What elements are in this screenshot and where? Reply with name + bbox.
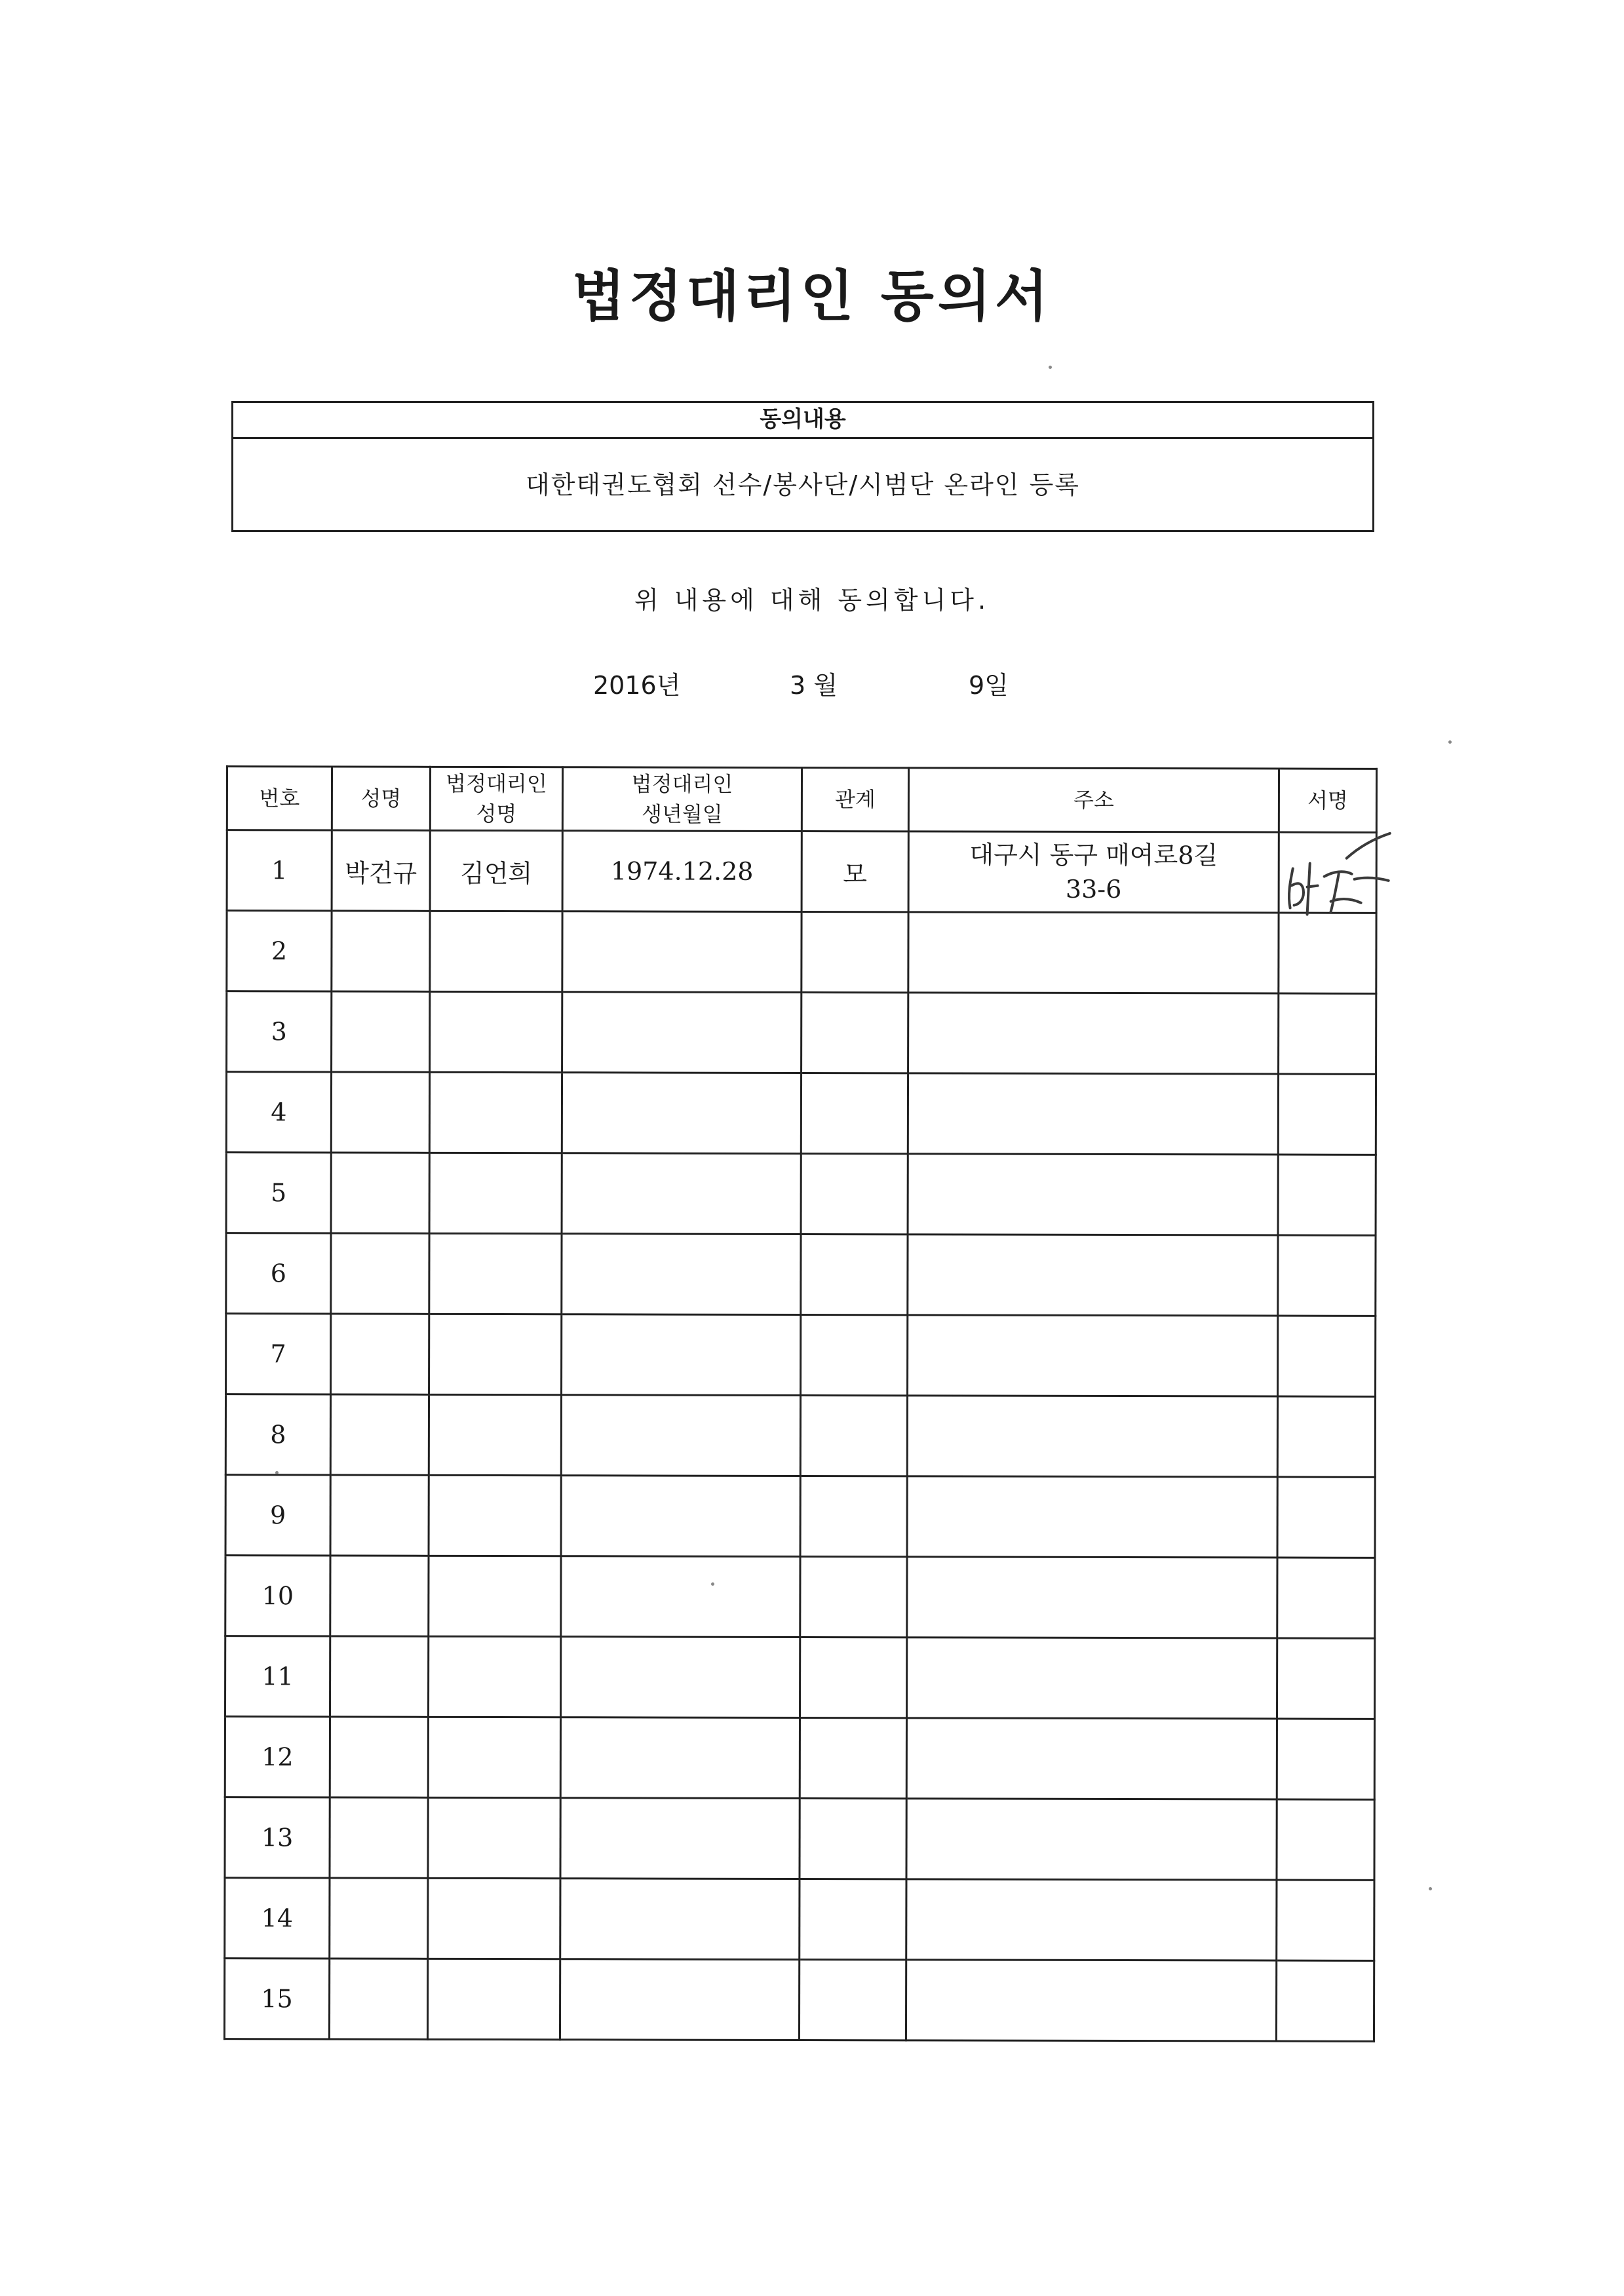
header-name: 성명 xyxy=(332,767,430,830)
cell-guardian-birth xyxy=(562,1314,801,1396)
cell-relation xyxy=(802,912,908,993)
cell-address xyxy=(906,1879,1277,1961)
cell-address xyxy=(908,1234,1278,1316)
consent-date xyxy=(0,665,1624,698)
cell-guardian-birth xyxy=(562,911,802,993)
address-line-1 xyxy=(908,1677,1276,1678)
header-signature: 서명 xyxy=(1279,769,1376,832)
cell-guardian-name xyxy=(429,1394,561,1475)
scan-speck xyxy=(275,1471,279,1474)
cell-guardian-name xyxy=(427,1959,560,2039)
header-address: 주소 xyxy=(908,768,1279,832)
agreement-statement: 위 내용에 대해 동의합니다. xyxy=(634,586,990,615)
cell-signature xyxy=(1277,1558,1375,1638)
cell-address xyxy=(908,1154,1278,1235)
cell-relation xyxy=(800,1637,906,1717)
cell-name xyxy=(330,1394,429,1475)
consent-box xyxy=(231,401,1374,532)
cell-guardian-birth xyxy=(561,1476,800,1557)
cell-address xyxy=(907,1396,1277,1477)
cell-signature xyxy=(1277,1880,1374,1961)
cell-name xyxy=(330,1797,428,1878)
cell-guardian-birth xyxy=(561,1556,800,1637)
cell-guardian-name xyxy=(429,1556,561,1636)
cell-name xyxy=(331,1314,429,1394)
guardian-consent-table xyxy=(223,765,1378,2042)
cell-signature xyxy=(1278,1074,1376,1155)
cell-relation xyxy=(801,1234,908,1315)
consent-body: 대한태권도협회 선수/봉사단/시범단 온라인 등록 xyxy=(525,470,1080,499)
cell-no: 7 xyxy=(226,1314,331,1394)
cell-signature xyxy=(1277,1799,1374,1880)
cell-guardian-name xyxy=(428,1797,560,1878)
date-day: 9일 xyxy=(969,671,1009,700)
cell-guardian-birth xyxy=(560,1879,800,1960)
address-line-1 xyxy=(909,1194,1277,1195)
cell-name: 박건규 xyxy=(332,830,430,911)
header-guardian-name-line2: 성명 xyxy=(476,801,517,827)
cell-guardian-birth xyxy=(562,992,802,1073)
cell-relation xyxy=(802,993,908,1073)
header-guardian-name xyxy=(430,767,562,830)
address-line-1 xyxy=(909,1113,1277,1114)
cell-signature xyxy=(1279,913,1376,993)
cell-guardian-birth xyxy=(560,1959,799,2040)
address-line-2 xyxy=(908,1597,1276,1598)
cell-name xyxy=(329,1959,427,2039)
cell-signature xyxy=(1276,1961,1374,2041)
address-line-1 xyxy=(908,1516,1277,1517)
cell-no: 1 xyxy=(227,830,332,911)
cell-no: 8 xyxy=(225,1394,330,1475)
header-guardian-birth-line1: 법정대리인 xyxy=(631,771,733,797)
table-row xyxy=(225,1636,1374,1719)
table-header-row xyxy=(227,767,1376,833)
handwritten-signature xyxy=(1268,821,1399,919)
address-line-1: 대구시 동구 매여로8길 xyxy=(969,840,1218,870)
cell-signature xyxy=(1279,993,1376,1074)
cell-address xyxy=(906,1637,1277,1719)
cell-guardian-name xyxy=(430,911,562,991)
cell-signature xyxy=(1278,1155,1376,1235)
cell-name xyxy=(331,1233,429,1314)
consent-header: 동의내용 xyxy=(233,403,1372,439)
cell-signature xyxy=(1278,1235,1376,1316)
cell-address xyxy=(908,832,1279,913)
cell-relation xyxy=(800,1556,907,1637)
cell-guardian-name xyxy=(429,1153,562,1233)
scan-speck xyxy=(711,1582,714,1586)
cell-name xyxy=(330,1636,428,1717)
cell-no: 14 xyxy=(225,1878,330,1959)
table-row xyxy=(225,1797,1374,1881)
address-line-2 xyxy=(908,1274,1277,1275)
cell-guardian-name xyxy=(430,991,562,1072)
address-line-1 xyxy=(907,1919,1275,1920)
cell-address xyxy=(907,1476,1277,1558)
header-relation: 관계 xyxy=(802,768,908,832)
cell-guardian-name xyxy=(429,1072,562,1153)
cell-guardian-birth xyxy=(561,1395,800,1476)
cell-guardian-birth xyxy=(562,1234,801,1315)
address-line-2 xyxy=(907,1919,1275,1920)
cell-guardian-birth xyxy=(562,1153,801,1234)
cell-no: 13 xyxy=(225,1797,330,1878)
table-row xyxy=(225,1394,1375,1478)
table-row xyxy=(226,1072,1376,1155)
address-line-1 xyxy=(909,952,1277,953)
cell-name xyxy=(330,1556,429,1636)
table-row xyxy=(227,991,1376,1075)
cell-address xyxy=(906,1799,1277,1880)
cell-guardian-name xyxy=(429,1475,561,1556)
cell-relation xyxy=(800,1879,906,1959)
cell-guardian-name xyxy=(428,1717,560,1797)
cell-guardian-birth xyxy=(560,1717,800,1799)
scan-speck xyxy=(1448,740,1452,744)
cell-name xyxy=(332,991,430,1072)
table-row xyxy=(225,1556,1375,1639)
cell-no: 12 xyxy=(225,1717,330,1797)
address-line-2 xyxy=(909,1194,1277,1195)
cell-relation xyxy=(800,1476,907,1556)
cell-guardian-name: 김언희 xyxy=(430,830,562,911)
cell-relation xyxy=(799,1959,906,2040)
cell-relation xyxy=(800,1717,906,1798)
cell-signature xyxy=(1278,1316,1376,1396)
cell-name xyxy=(332,911,430,991)
scan-speck xyxy=(1049,366,1052,369)
document-title: 법정대리인 동의서 xyxy=(571,264,1053,328)
cell-relation xyxy=(800,1798,906,1879)
address-line-2 xyxy=(908,1677,1276,1678)
cell-no: 10 xyxy=(225,1556,330,1636)
address-line-1 xyxy=(908,1355,1277,1356)
header-guardian-name-line1: 법정대리인 xyxy=(446,771,547,797)
cell-relation xyxy=(801,1154,908,1234)
cell-no: 4 xyxy=(226,1072,331,1153)
cell-no: 11 xyxy=(225,1636,330,1717)
cell-relation: 모 xyxy=(802,832,908,912)
cell-signature xyxy=(1277,1477,1375,1558)
cell-address xyxy=(908,912,1279,993)
table-row xyxy=(226,1314,1376,1397)
cell-signature xyxy=(1277,1638,1374,1719)
cell-address xyxy=(906,1718,1277,1799)
address-line-1 xyxy=(908,1274,1277,1275)
cell-guardian-name xyxy=(428,1878,560,1959)
cell-name xyxy=(331,1153,429,1233)
cell-address xyxy=(907,1557,1277,1638)
scan-speck xyxy=(1429,1887,1432,1890)
address-line-2 xyxy=(908,1355,1277,1356)
header-no: 번호 xyxy=(227,767,332,830)
table-row xyxy=(226,1153,1376,1236)
table-row xyxy=(227,830,1376,913)
address-line-2 xyxy=(908,1758,1276,1759)
cell-guardian-birth xyxy=(560,1798,800,1879)
table-row xyxy=(226,1233,1376,1316)
table-row xyxy=(225,1717,1374,1800)
cell-name xyxy=(331,1072,429,1153)
table-row xyxy=(227,911,1376,994)
cell-guardian-birth: 1974.12.28 xyxy=(562,831,802,912)
cell-name xyxy=(330,1878,428,1959)
address-line-1 xyxy=(908,1758,1276,1759)
table-row xyxy=(225,1878,1374,1961)
address-line-2 xyxy=(909,952,1277,953)
cell-guardian-name xyxy=(429,1314,562,1394)
cell-relation xyxy=(800,1396,907,1476)
cell-address xyxy=(908,1315,1278,1396)
cell-name xyxy=(330,1475,429,1556)
date-month: 3 월 xyxy=(790,671,838,700)
cell-no: 15 xyxy=(224,1959,329,2039)
cell-name xyxy=(330,1717,428,1797)
date-year: 2016년 xyxy=(593,671,681,700)
header-guardian-birth xyxy=(562,767,802,832)
cell-signature xyxy=(1279,832,1376,913)
cell-signature xyxy=(1277,1719,1374,1799)
header-guardian-birth-line2: 생년월일 xyxy=(642,801,723,827)
cell-address xyxy=(906,1960,1276,2041)
cell-no: 9 xyxy=(225,1475,330,1556)
address-line-2 xyxy=(909,1113,1277,1114)
address-line-1 xyxy=(908,1597,1276,1598)
cell-no: 3 xyxy=(227,991,332,1072)
address-line-2: 33-6 xyxy=(1065,874,1122,904)
cell-relation xyxy=(801,1315,908,1396)
cell-no: 5 xyxy=(226,1153,331,1233)
cell-guardian-birth xyxy=(560,1637,800,1718)
cell-address xyxy=(908,993,1279,1074)
table-row xyxy=(224,1959,1374,2042)
cell-guardian-name xyxy=(428,1636,560,1717)
cell-no: 2 xyxy=(227,911,332,991)
table-row xyxy=(225,1475,1375,1558)
cell-no: 6 xyxy=(226,1233,331,1314)
cell-address xyxy=(908,1073,1278,1155)
cell-signature xyxy=(1277,1396,1375,1477)
cell-relation xyxy=(801,1073,908,1154)
cell-guardian-name xyxy=(429,1233,562,1314)
address-line-2 xyxy=(908,1516,1277,1517)
cell-guardian-birth xyxy=(562,1073,801,1154)
